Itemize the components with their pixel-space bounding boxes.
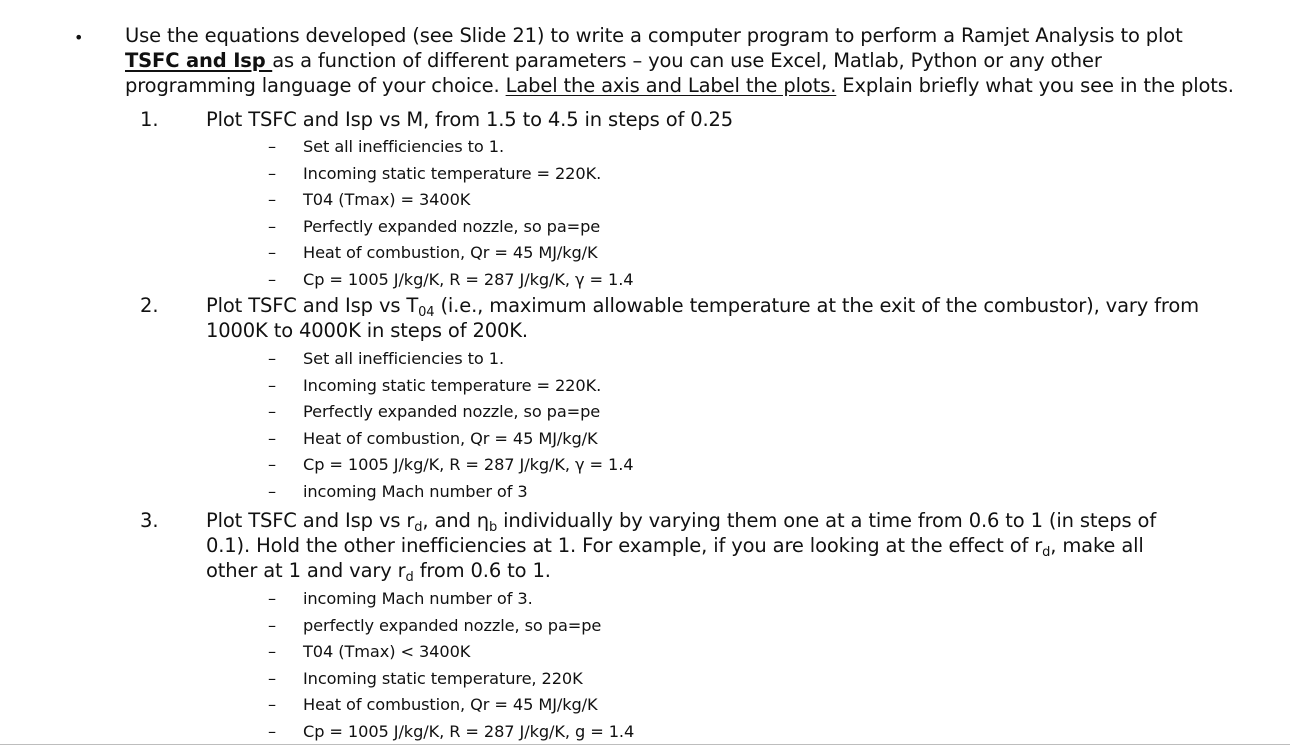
item-3-sublist — [268, 586, 968, 745]
intro-underlined: Label the axis and Label the plots. — [505, 73, 837, 97]
list-item: – Incoming static temperature = 220K. — [268, 375, 602, 395]
list-item: – Set all inefficiencies to 1. — [268, 349, 504, 368]
item-heading: Plot TSFC and Isp vs $r_d$, and $\eta_b$ individually by varying them one at a time from 0.6 to 1 (in steps of 0.1). Hold the other inefficiencies at 1. For example, if you are looking at the effect of $r_d$, make all other at 1 and vary $r_d$ from 0.6 to 1. — [206, 509, 1157, 585]
list-item: – perfectly expanded nozzle, so pa=pe — [268, 615, 602, 635]
task-item-3 — [140, 509, 1200, 583]
item-number: 2. — [140, 294, 159, 317]
list-item: – T04 (Tmax) < 3400K — [268, 642, 471, 661]
list-item: – Set all inefficiencies to 1. — [268, 137, 504, 156]
list-item: – Heat of combustion, Qr = 45 MJ/kg/K — [268, 243, 598, 262]
bullet-marker: • — [74, 28, 84, 47]
bottom-divider — [0, 744, 1290, 745]
intro-text-1: Use the equations developed (see Slide 21) to write a computer program to perform a Ramjet Analysis to plot — [125, 24, 1183, 47]
list-item: – T04 (Tmax) = 3400K — [268, 190, 471, 209]
list-item: – incoming Mach number of 3. — [268, 589, 533, 608]
item-number: 1. — [140, 108, 159, 131]
list-item: – Perfectly expanded nozzle, so pa=pe — [268, 216, 601, 236]
task-item-1 — [140, 108, 1200, 133]
item-number: 3. — [140, 509, 159, 532]
list-item: – Perfectly expanded nozzle, so pa=pe — [268, 402, 601, 421]
item-heading: Plot TSFC and Isp vs M, from 1.5 to 4.5 in steps of 0.25 — [206, 108, 734, 131]
list-item: – incoming Mach number of 3 — [268, 481, 528, 501]
list-item: – Heat of combustion, Qr = 45 MJ/kg/K — [268, 695, 598, 714]
task-item-2 — [140, 294, 1200, 344]
intro-text-3: Explain briefly what you see in the plots. — [836, 73, 1234, 97]
list-item: – Incoming static temperature, 220K — [268, 668, 583, 688]
intro-text-2: as a function of different parameters – you can use Excel, Matlab, Python or any other programming language of your choice. — [125, 48, 1102, 97]
item-2-sublist — [268, 346, 968, 505]
item-heading: Plot TSFC and Isp vs $T_{04}$ (i.e., maximum allowable temperature at the exit of the combustor), vary from 1000K to 4000K in steps of 200K. — [206, 294, 1199, 342]
list-item: – Heat of combustion, Qr = 45 MJ/kg/K — [268, 428, 598, 448]
list-item: – Cp = 1005 J/kg/K, R = 287 J/kg/K, γ = 1.4 — [268, 455, 634, 474]
intro-paragraph — [125, 24, 1235, 98]
list-item: – Cp = 1005 J/kg/K, R = 287 J/kg/K, γ = 1.4 — [268, 269, 634, 289]
item-1-sublist — [268, 134, 968, 293]
list-item: – Incoming static temperature = 220K. — [268, 163, 602, 183]
list-item: – Cp = 1005 J/kg/K, R = 287 J/kg/K, g = 1.4 — [268, 721, 635, 741]
intro-bold-underlined: TSFC and Isp — [125, 48, 273, 72]
